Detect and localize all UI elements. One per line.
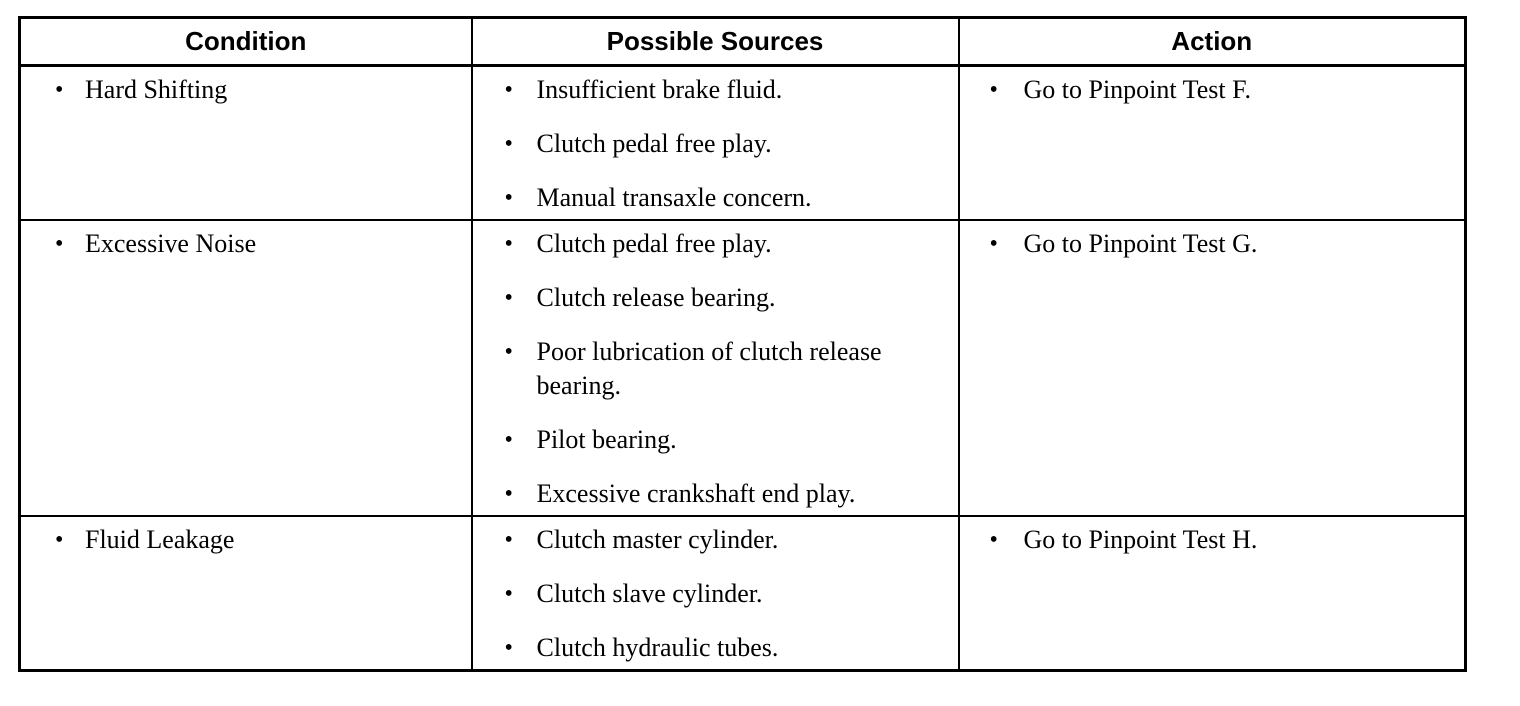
header-possible-sources: Possible Sources [472, 18, 959, 66]
source-item [473, 631, 958, 665]
source-item [473, 335, 958, 403]
action-cell [959, 220, 1466, 516]
table-row [20, 516, 1466, 671]
bullet-icon: • [989, 77, 998, 103]
source-item-text: Clutch pedal free play. [536, 229, 772, 258]
source-item-text: Insufficient brake fluid. [536, 75, 783, 104]
action-list [960, 517, 1465, 561]
source-item-text: Clutch master cylinder. [536, 525, 779, 554]
source-item-text: Poor lubrication of clutch release bearing. [536, 337, 882, 400]
source-item [473, 423, 958, 457]
source-item-text: Manual transaxle concern. [536, 183, 812, 212]
condition-cell [20, 66, 472, 221]
source-item [473, 181, 958, 215]
bullet-icon: • [504, 231, 513, 257]
action-item [960, 227, 1465, 261]
sources-list [473, 67, 958, 219]
bullet-icon: • [504, 635, 513, 661]
condition-cell [20, 220, 472, 516]
action-cell [959, 66, 1466, 221]
action-item [960, 523, 1465, 557]
action-item [960, 73, 1465, 107]
source-item-text: Clutch slave cylinder. [536, 579, 763, 608]
condition-item-text: Fluid Leakage [85, 525, 235, 554]
source-item [473, 477, 958, 511]
action-item-text: Go to Pinpoint Test G. [1023, 229, 1258, 258]
bullet-icon: • [504, 285, 513, 311]
condition-item [21, 73, 471, 107]
diagnosis-table [18, 16, 1467, 672]
bullet-icon: • [504, 581, 513, 607]
bullet-icon: • [504, 185, 513, 211]
bullet-icon: • [55, 77, 64, 103]
action-item-text: Go to Pinpoint Test H. [1023, 525, 1258, 554]
condition-item [21, 227, 471, 261]
header-row [20, 18, 1466, 66]
bullet-icon: • [504, 77, 513, 103]
bullet-icon: • [504, 131, 513, 157]
bullet-icon: • [55, 231, 64, 257]
condition-item-text: Hard Shifting [85, 75, 228, 104]
source-item-text: Clutch hydraulic tubes. [536, 633, 779, 662]
bullet-icon: • [989, 527, 998, 553]
possible-sources-cell [472, 220, 959, 516]
bullet-icon: • [504, 481, 513, 507]
source-item [473, 227, 958, 261]
condition-list [21, 517, 471, 561]
header-condition: Condition [20, 18, 472, 66]
possible-sources-cell [472, 516, 959, 671]
bullet-icon: • [504, 339, 513, 365]
condition-list [21, 221, 471, 265]
header-action: Action [959, 18, 1466, 66]
bullet-icon: • [989, 231, 998, 257]
table-body [20, 66, 1466, 671]
condition-item [21, 523, 471, 557]
bullet-icon: • [504, 527, 513, 553]
condition-list [21, 67, 471, 111]
source-item-text: Clutch pedal free play. [536, 129, 772, 158]
source-item [473, 523, 958, 557]
action-item-text: Go to Pinpoint Test F. [1023, 75, 1251, 104]
source-item-text: Pilot bearing. [536, 425, 677, 454]
condition-cell [20, 516, 472, 671]
sources-list [473, 221, 958, 515]
bullet-icon: • [504, 427, 513, 453]
source-item [473, 127, 958, 161]
source-item [473, 577, 958, 611]
source-item-text: Clutch release bearing. [536, 283, 776, 312]
table-row [20, 220, 1466, 516]
action-list [960, 221, 1465, 265]
source-item [473, 73, 958, 107]
table-row [20, 66, 1466, 221]
possible-sources-cell [472, 66, 959, 221]
bullet-icon: • [55, 527, 64, 553]
source-item-text: Excessive crankshaft end play. [536, 479, 856, 508]
source-item [473, 281, 958, 315]
action-cell [959, 516, 1466, 671]
condition-item-text: Excessive Noise [85, 229, 257, 258]
action-list [960, 67, 1465, 111]
sources-list [473, 517, 958, 669]
